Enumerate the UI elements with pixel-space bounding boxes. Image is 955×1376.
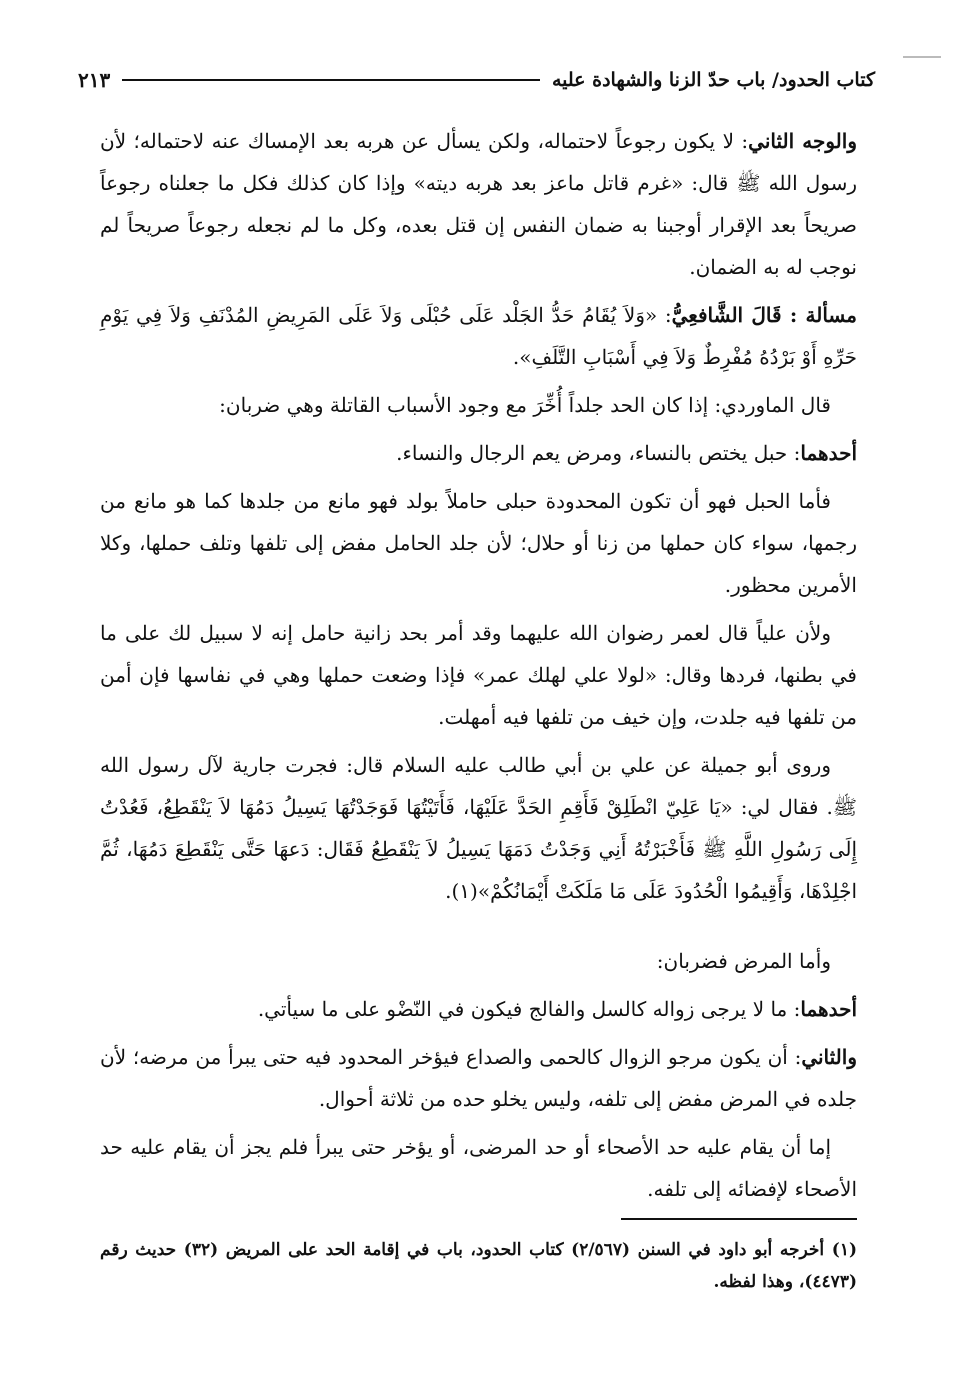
paragraph	[100, 940, 857, 982]
header-rule	[122, 79, 540, 81]
paragraph-text: وروى أبو جميلة عن علي بن أبي طالب عليه السلام قال: فجرت جارية لآل رسول الله ﷺ. فقال لي: «يَا عَلِيّ انْطَلِقْ فَأَقِمِ الحَدَّ عَلَيْهَا، فَأَتَيْتُهَا فَوَجَدْتُهَا يَسِيلُ دَمُهَا لاَ يَنْقَطِعُ، فَعُدْتُ إِلَى رَسُولِ اللَّهِ ﷺ فَأَخْبَرْتُهُ أَنِي وَجَدْتُ دَمَهَا يَسِيلُ لاَ يَنْقَطِعُ فَقَال: دَعهَا حَتَّى يَنْقَطِعَ دَمُهَا، ثُمَّ اجْلِدْهَا، وَأَقِيمُوا الْحُدُودَ عَلَى مَا مَلَكَتْ أَيْمَانُكُمْ»(١).	[100, 753, 857, 903]
paragraph-text: فأما الحبل فهو أن تكون المحدودة حبلى حاملاً بولد فهو مانع من جلدها كما هو مانع من رجمها، سواء كان حملها من زنا أو حلال؛ لأن جلد الحامل مفض إلى تلفها وتلف حملها، وكلا الأمرين محظور.	[100, 489, 857, 597]
paragraph	[100, 432, 857, 474]
paragraph-text: : حبل يختص بالنساء، ومرض يعم الرجال والنساء.	[396, 441, 801, 465]
paragraph-text: : ما لا يرجى زواله كالسل والفالج فيكون في النّضْو على ما سيأتي.	[257, 997, 801, 1021]
paragraph	[100, 612, 857, 738]
paragraph-text: قال الماوردي: إذا كان الحد جلداً أُخِّرَ مع وجود الأسباب القاتلة وهي ضربان:	[219, 393, 831, 417]
paragraph	[100, 744, 857, 912]
paragraph-text: : أن يكون مرجو الزوال كالحمى والصداع فيؤخر المحدود فيه حتى يبرأ من مرضه؛ لأن جلده في المرض مفض إلى تلفه، وليس يخلو حده من ثلاثة أحوال.	[100, 1045, 857, 1111]
page-number: ٢١٣	[78, 68, 111, 92]
main-text	[100, 120, 857, 1216]
paragraph	[100, 988, 857, 1030]
paragraph-lead: والثاني	[801, 1045, 857, 1069]
paragraph	[100, 1126, 857, 1210]
paragraph-lead: أحدهما	[800, 441, 857, 465]
page-corner-mark	[903, 56, 941, 58]
paragraph-text: : لا يكون رجوعاً لاحتماله، ولكن يسأل عن هربه بعد الإمساك عنه لاحتماله؛ لأن رسول الله ﷺ قال: «غرم قاتل ماعز بعد هربه ديته» وإذا كان كذلك فكل ما جعلناه رجوعاً صريحاً بعد الإقرار أوجبنا به ضمان النفس إن قتل بعده، وكل ما لم نجعله رجوعاً صريحاً لم نوجب له به الضمان.	[100, 129, 857, 279]
paragraph	[100, 294, 857, 378]
header-title: كتاب الحدود/ باب حدّ الزنا والشهادة عليه	[551, 69, 875, 91]
paragraph-text: وأما المرض فضربان:	[656, 949, 831, 973]
paragraph-text: ولأن علياً قال لعمر رضوان الله عليهما وقد أمر بحد زانية حامل إنه لا سبيل لك على ما في بطنها، فردها وقال: «لولا علي لهلك عمر» فإذا وضعت حملها وهي في نفاسها فإن أمن من تلفها فيه جلدت، وإن خيف من تلفها فيه أمهلت.	[100, 621, 857, 729]
paragraph-lead: والوجه الثاني	[748, 129, 857, 153]
footnote: (١) أخرجه أبو داود في السنن (٢/٥٦٧) كتاب الحدود، باب في إقامة الحد على المريض (٣٢) حديث رقم (٤٤٧٣)، وهذا لفظه.	[100, 1240, 858, 1292]
footnote-separator	[621, 1218, 857, 1220]
paragraph	[100, 120, 857, 288]
paragraph	[100, 1036, 857, 1120]
paragraph-text: : «وَلاَ يُقَامُ حَدُّ الجَلْد عَلَى حُبْلَى وَلاَ عَلَى المَرِيضِ المُدْنَفِ وَلاَ فِي يَوْمِ حَرِّهِ أَوْ بَرْدُهُ مُفْرِطٌ وَلاَ فِي أَسْبَابِ التَّلَفِ».	[100, 303, 857, 369]
paragraph	[100, 384, 857, 426]
paragraph-gap	[100, 918, 857, 940]
paragraph	[100, 480, 857, 606]
paragraph-lead: أحدهما	[800, 997, 857, 1021]
running-header	[78, 62, 875, 98]
paragraph-text: إما أن يقام عليه حد الأصحاء أو حد المرضى، أو يؤخر حتى يبرأ فلم يجز أن يقام عليه حد الأصحاء لإفضائه إلى تلفه.	[100, 1135, 857, 1201]
paragraph-lead: مسألة : قَالَ الشَّافعِيُّ	[671, 303, 857, 327]
